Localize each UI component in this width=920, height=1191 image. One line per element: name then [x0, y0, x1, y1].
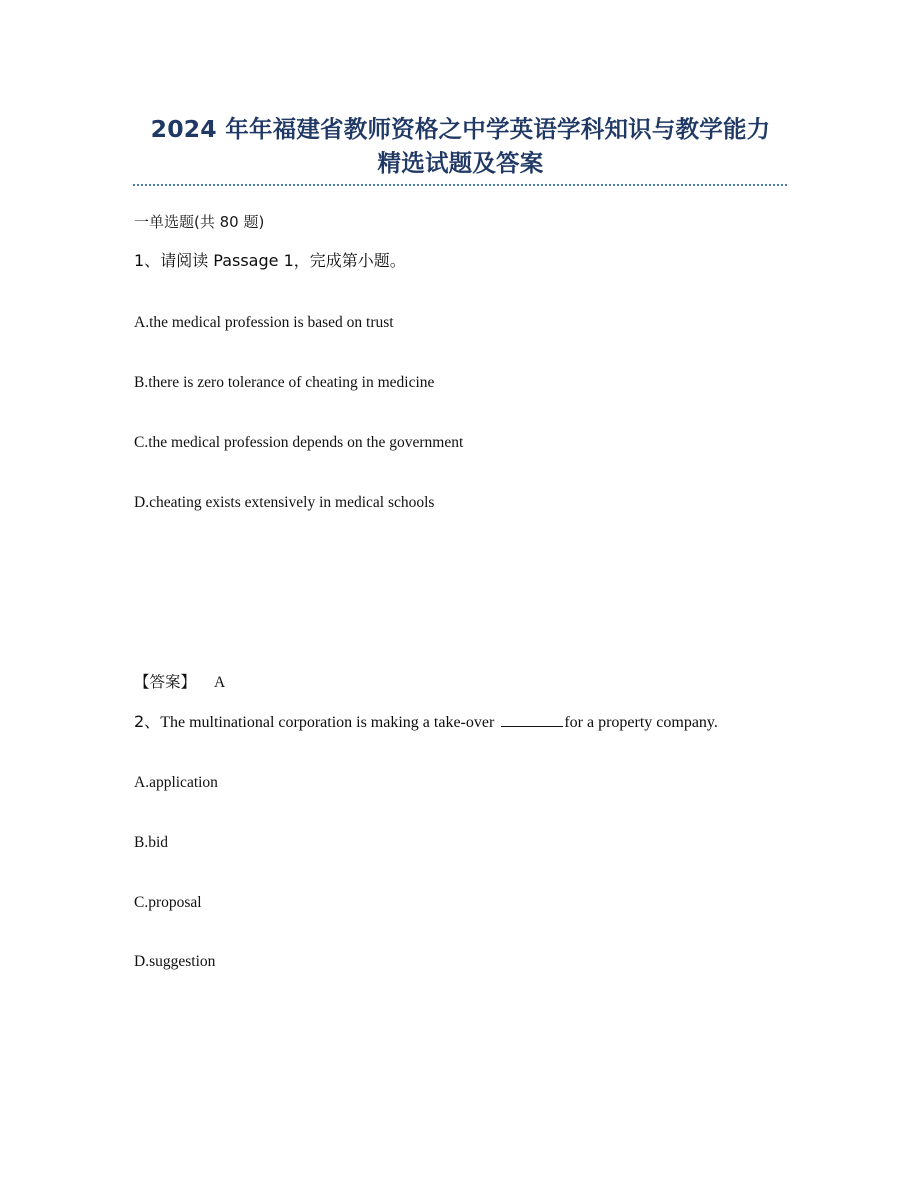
- answer-value: A: [214, 674, 226, 691]
- section-heading: 一单选题(共 80 题): [134, 213, 265, 231]
- question-1-stem: [134, 250, 406, 273]
- question-2-stem: [134, 711, 718, 734]
- question-2-option-a[interactable]: A.application: [134, 774, 218, 791]
- question-2-text-after-blank: for a property company.: [564, 714, 718, 731]
- fill-in-blank[interactable]: [501, 714, 563, 727]
- page-title: [133, 112, 788, 180]
- question-2-text-before-blank: The multinational corporation is making a take-over: [160, 714, 499, 731]
- question-2-option-c[interactable]: C.proposal: [134, 894, 202, 911]
- question-1-option-c[interactable]: C.the medical profession depends on the government: [134, 434, 464, 451]
- answer-label: 【答案】: [134, 673, 197, 691]
- question-1-text: 请阅读 Passage 1，完成第小题。: [160, 251, 406, 270]
- question-2-option-b[interactable]: B.bid: [134, 834, 169, 851]
- question-1-option-d[interactable]: D.cheating exists extensively in medical schools: [134, 494, 435, 511]
- question-2-number: 2、: [134, 712, 161, 731]
- title-line-2: 精选试题及答案: [377, 149, 544, 177]
- question-1-number: 1、: [134, 251, 161, 270]
- question-2-option-d[interactable]: D.suggestion: [134, 953, 216, 970]
- title-divider: [133, 184, 787, 186]
- question-1-answer: [134, 671, 225, 694]
- question-1-option-a[interactable]: A.the medical profession is based on trust: [134, 314, 394, 331]
- title-line-1: 2024 年年福建省教师资格之中学英语学科知识与教学能力: [150, 115, 771, 143]
- question-1-option-b[interactable]: B.there is zero tolerance of cheating in medicine: [134, 374, 435, 391]
